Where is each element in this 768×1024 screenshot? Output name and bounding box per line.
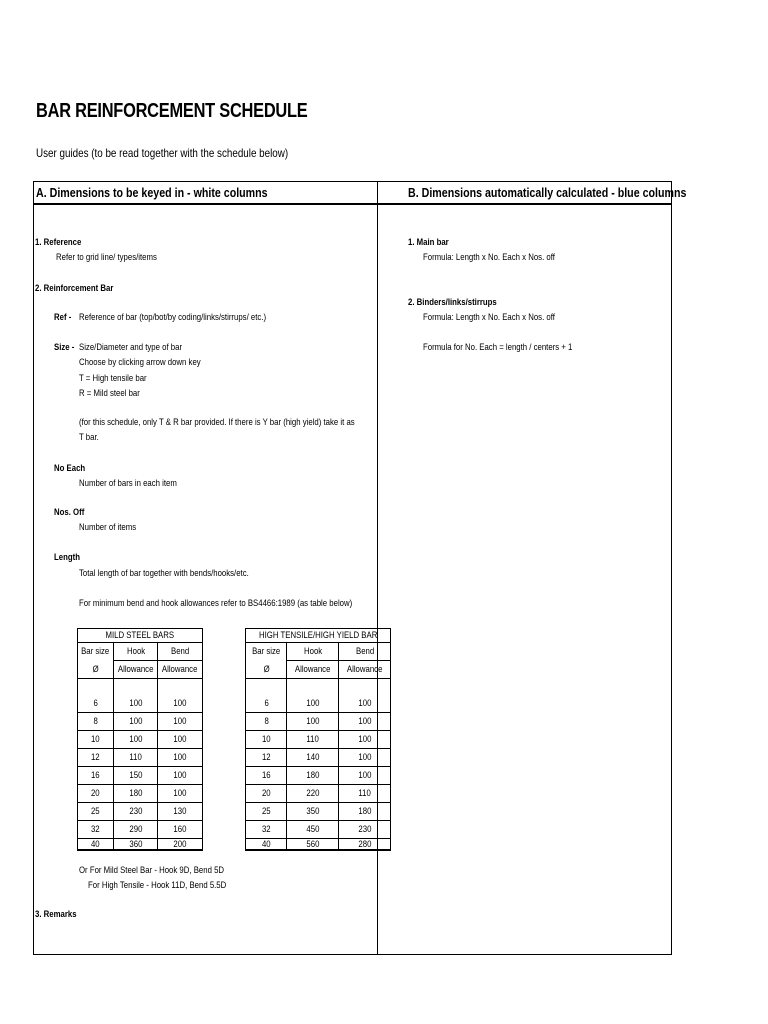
spacer-cell [339,679,391,696]
nos-off-text: Number of items [79,522,137,533]
size-line: R = Mild steel bar [79,388,140,399]
high-tensile-caption: HIGH TENSILE/HIGH YIELD BAR [246,629,391,643]
table-row: 8 100 100 [78,713,203,731]
table-row: 16 150 100 [78,767,203,785]
size-note: (for this schedule, only T & R bar provided. If there is Y bar (high yield) take it as [79,417,355,428]
header-cell: Allowance [287,661,339,679]
remarks-heading: 3. Remarks [35,909,77,920]
spacer-cell [287,679,339,696]
spacer-cell [158,679,202,696]
or-text-cont: For High Tensile - Hook 11D, Bend 5.5D [88,880,227,891]
table-row: 6 100 100 [246,695,391,713]
table-row: 6 100 100 [78,695,203,713]
no-each-text: Number of bars in each item [79,478,177,489]
header-cell: Hook [114,643,158,661]
header-cell: Ø [246,661,287,679]
table-row: 20 180 100 [78,785,203,803]
header-cell: Allowance [158,661,202,679]
column-a-header: A. Dimensions to be keyed in - white columns [36,185,268,200]
table-row: 8 100 100 [246,713,391,731]
header-divider-double [33,204,671,205]
spacer-cell [246,679,287,696]
mild-steel-caption: MILD STEEL BARS [78,629,203,643]
reinforcement-heading: 2. Reinforcement Bar [35,283,114,294]
column-b-header: B. Dimensions automatically calculated - blue columns [408,185,687,200]
header-cell: Hook [287,643,339,661]
binders-heading: 2. Binders/links/stirrups [408,297,497,308]
main-bar-heading: 1. Main bar [408,237,449,248]
size-note-cont: T bar. [79,432,99,443]
page-title: BAR REINFORCEMENT SCHEDULE [36,100,308,122]
main-bar-formula: Formula: Length x No. Each x Nos. off [423,252,555,263]
high-tensile-table [245,628,391,851]
spacer-cell [78,679,114,696]
ref-text: Reference of bar (top/bot/by coding/links/stirrups/ etc.) [79,312,267,323]
mild-steel-table [77,628,203,851]
table-row: 10 100 100 [78,731,203,749]
ref-label: Ref - [54,312,72,323]
allowance-text: For minimum bend and hook allowances refer to BS4466:1989 (as table below) [79,598,353,609]
header-cell: Ø [78,661,114,679]
size-line: Choose by clicking arrow down key [79,357,201,368]
header-cell: Allowance [114,661,158,679]
size-label: Size - [54,342,75,353]
table-row: 20 220 110 [246,785,391,803]
length-text: Total length of bar together with bends/hooks/etc. [79,568,249,579]
table-row: 40 360 200 [78,839,203,851]
binders-formula: Formula: Length x No. Each x Nos. off [423,312,555,323]
reference-heading: 1. Reference [35,237,82,248]
table-row: 25 230 130 [78,803,203,821]
spacer-cell [114,679,158,696]
header-cell: Allowance [339,661,391,679]
nos-off-label: Nos. Off [54,507,85,518]
or-text: Or For Mild Steel Bar - Hook 9D, Bend 5D [79,865,225,876]
header-cell: Bar size [246,643,287,661]
table-row: 25 350 180 [246,803,391,821]
size-line: Size/Diameter and type of bar [79,342,183,353]
header-cell: Bend [339,643,391,661]
reference-text: Refer to grid line/ types/items [56,252,157,263]
table-row: 32 290 160 [78,821,203,839]
table-row: 16 180 100 [246,767,391,785]
header-cell: Bend [158,643,202,661]
header-cell: Bar size [78,643,114,661]
table-row: 10 110 100 [246,731,391,749]
table-row: 12 140 100 [246,749,391,767]
table-row: 40 560 280 [246,839,391,851]
size-line: T = High tensile bar [79,373,147,384]
binders-count-formula: Formula for No. Each = length / centers + 1 [423,342,573,353]
user-guide-subtitle: User guides (to be read together with the schedule below) [36,146,289,160]
length-label: Length [54,552,80,563]
table-row: 12 110 100 [78,749,203,767]
table-row: 32 450 230 [246,821,391,839]
no-each-label: No Each [54,463,86,474]
